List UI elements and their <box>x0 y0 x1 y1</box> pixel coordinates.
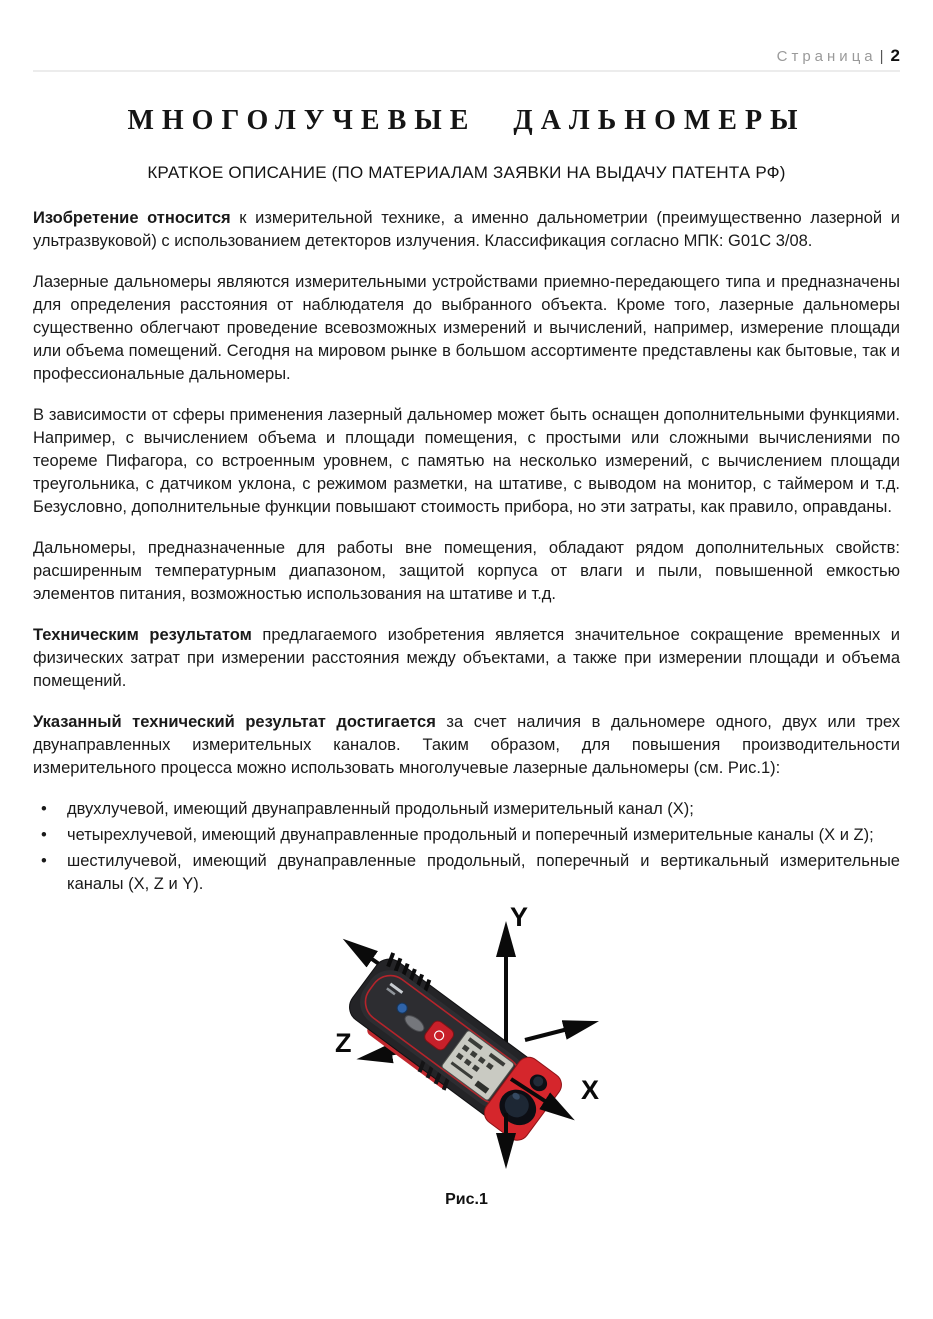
figure-caption: Рис.1 <box>445 1191 488 1208</box>
page-number: 2 <box>890 46 900 65</box>
page-label: Страница <box>776 48 877 65</box>
document-subtitle: КРАТКОЕ ОПИСАНИЕ (ПО МАТЕРИАЛАМ ЗАЯВКИ НА ВЫДАЧУ ПАТЕНТА РФ) <box>147 163 786 182</box>
paragraph-functions <box>33 404 900 519</box>
document-body <box>33 207 900 896</box>
list-item-two-beam: • двухлучевой, имеющий двунаправленный продольный измерительный канал (X); <box>33 798 900 821</box>
paragraph-text: к измерительной технике, а именно дальнометрии (преимущественно лазерной и ультразвуковой) с использованием детекторов излучения. Классификация согласно МПК: G01C 3/08. <box>33 209 900 250</box>
paragraph-invention <box>33 207 900 253</box>
paragraph-lead: Техническим результатом <box>33 626 252 644</box>
page-header <box>33 0 900 72</box>
axis-z-label: Z <box>334 1028 351 1058</box>
list-item-six-beam: • шестилучевой, имеющий двунаправленные продольный, поперечный и вертикальный измерительные каналы (X, Z и Y). <box>33 850 900 896</box>
rangefinder-illustration <box>333 899 673 1184</box>
paragraph-text: В зависимости от сферы применения лазерный дальномер может быть оснащен дополнительными функциями. Например, с вычислением объема и площади помещения, с простыми или сложными вычислениями по теореме Пифагора, со встроенным уровнем, с памятью на несколько измерений, с вычислением площади треугольника, с датчиком уклона, с режимом разметки, на штативе, с выводом на монитор, с таймером и т.д. Безусловно, дополнительные функции повышают стоимость прибора, но эти затраты, как правило, оправданы. <box>33 406 900 516</box>
paragraph-text: Лазерные дальномеры являются измерительными устройствами приемно-передающего типа и предназначены для определения расстояния от наблюдателя до выбранного объекта. Кроме того, лазерные дальномеры существенно облегчают проведение всевозможных измерений и вычислений, например, измерение площади или объема помещений. Сегодня на мировом рынке в большом ассортименте представлены как бытовые, так и профессиональные дальномеры. <box>33 273 900 383</box>
paragraph-text: Дальномеры, предназначенные для работы вне помещения, обладают рядом дополнительных свойств: расширенным температурным диапазоном, защитой корпуса от влаги и пыли, повышенной емкостью элементов питания, возможностью использования на штативе и т.д. <box>33 539 900 603</box>
paragraph-lead: Изобретение относится <box>33 209 231 227</box>
paragraph-technical-result <box>33 624 900 693</box>
paragraph-text: за счет наличия в дальномере одного, двух или трех двунаправленных измерительных каналов. Таким образом, для повышения производительности измерительного процесса можно использовать многолучевые лазерные дальномеры (см. Рис.1): <box>33 713 900 777</box>
paragraph-outdoor-features <box>33 537 900 606</box>
paragraph-lead: Указанный технический результат достигается <box>33 713 436 731</box>
bullet-list <box>33 798 900 896</box>
paragraph-text: предлагаемого изобретения является значительное сокращение временных и физических затрат при измерении расстояния между объектами, а также при измерении площади и объема помещений. <box>33 626 900 690</box>
axis-z-arrow-right <box>525 1029 568 1040</box>
figure <box>33 899 900 1189</box>
paragraph-result-achieved <box>33 711 900 780</box>
paragraph-laser-rangefinders <box>33 271 900 386</box>
rangefinder-device <box>340 949 566 1145</box>
axis-x-label: X <box>580 1075 599 1105</box>
list-item-four-beam: • четырехлучевой, имеющий двунаправленные продольный и поперечный измерительные каналы (X и Z); <box>33 824 900 847</box>
header-separator: | <box>879 48 884 65</box>
document-title: МНОГОЛУЧЕВЫЕ ДАЛЬНОМЕРЫ <box>127 105 806 136</box>
axis-y-label: Y <box>509 902 528 932</box>
